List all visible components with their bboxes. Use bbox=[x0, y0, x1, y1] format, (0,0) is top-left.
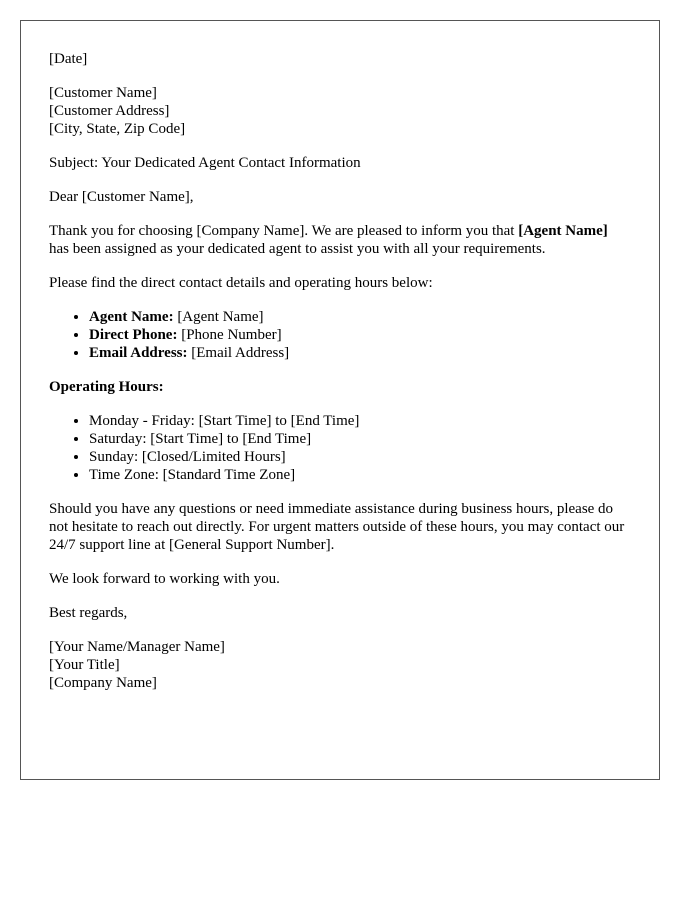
hours-heading bbox=[49, 378, 631, 396]
intro-paragraph bbox=[49, 222, 631, 258]
intro-text-before: Thank you for choosing [Company Name]. We are pleased to inform you that bbox=[49, 223, 519, 239]
contact-label: Direct Phone: bbox=[89, 327, 178, 343]
contact-details-list bbox=[49, 308, 631, 362]
closing-line: We look forward to working with you. bbox=[49, 571, 280, 587]
operating-hours-list bbox=[49, 412, 631, 484]
contact-value: [Agent Name] bbox=[173, 309, 264, 325]
contact-item-email-address bbox=[89, 344, 631, 362]
hours-item-saturday: • Saturday: [Start Time] to [End Time] bbox=[89, 430, 631, 448]
recipient-address: [Customer Address] bbox=[49, 103, 170, 119]
recipient-name: [Customer Name] bbox=[49, 85, 157, 101]
letter-salutation: Dear [Customer Name], bbox=[49, 189, 194, 205]
intro-agent-name: [Agent Name] bbox=[518, 223, 608, 239]
contact-value: [Email Address] bbox=[187, 345, 290, 361]
contact-item-direct-phone bbox=[89, 326, 631, 344]
letter-page bbox=[20, 20, 660, 780]
signature-company: [Company Name] bbox=[49, 675, 157, 691]
support-paragraph: Should you have any questions or need immediate assistance during business hours, please do not hesitate to reach out directly. For urgent matters outside of these hours, you may contact our 24/7 support line at [General Support Number]. bbox=[49, 501, 625, 553]
signature-name: [Your Name/Manager Name] bbox=[49, 639, 225, 655]
contact-intro: Please find the direct contact details and operating hours below: bbox=[49, 275, 433, 291]
intro-text-after: has been assigned as your dedicated agent to assist you with all your requirements. bbox=[49, 241, 546, 257]
letter-subject: Subject: Your Dedicated Agent Contact Information bbox=[49, 155, 361, 171]
hours-heading-text: Operating Hours: bbox=[49, 379, 164, 395]
hours-item-weekdays: • Monday - Friday: [Start Time] to [End Time] bbox=[89, 412, 631, 430]
contact-label: Email Address: bbox=[89, 345, 188, 361]
signature-title: [Your Title] bbox=[49, 657, 120, 673]
recipient-address-block bbox=[49, 84, 631, 138]
hours-item-time-zone: • Time Zone: [Standard Time Zone] bbox=[89, 466, 631, 484]
letter-date: [Date] bbox=[49, 51, 88, 67]
contact-value: [Phone Number] bbox=[177, 327, 282, 343]
contact-item-agent-name bbox=[89, 308, 631, 326]
contact-label: Agent Name: bbox=[89, 309, 174, 325]
sign-off: Best regards, bbox=[49, 605, 128, 621]
hours-item-sunday: • Sunday: [Closed/Limited Hours] bbox=[89, 448, 631, 466]
recipient-city-state-zip: [City, State, Zip Code] bbox=[49, 121, 186, 137]
signature-block bbox=[49, 638, 631, 692]
